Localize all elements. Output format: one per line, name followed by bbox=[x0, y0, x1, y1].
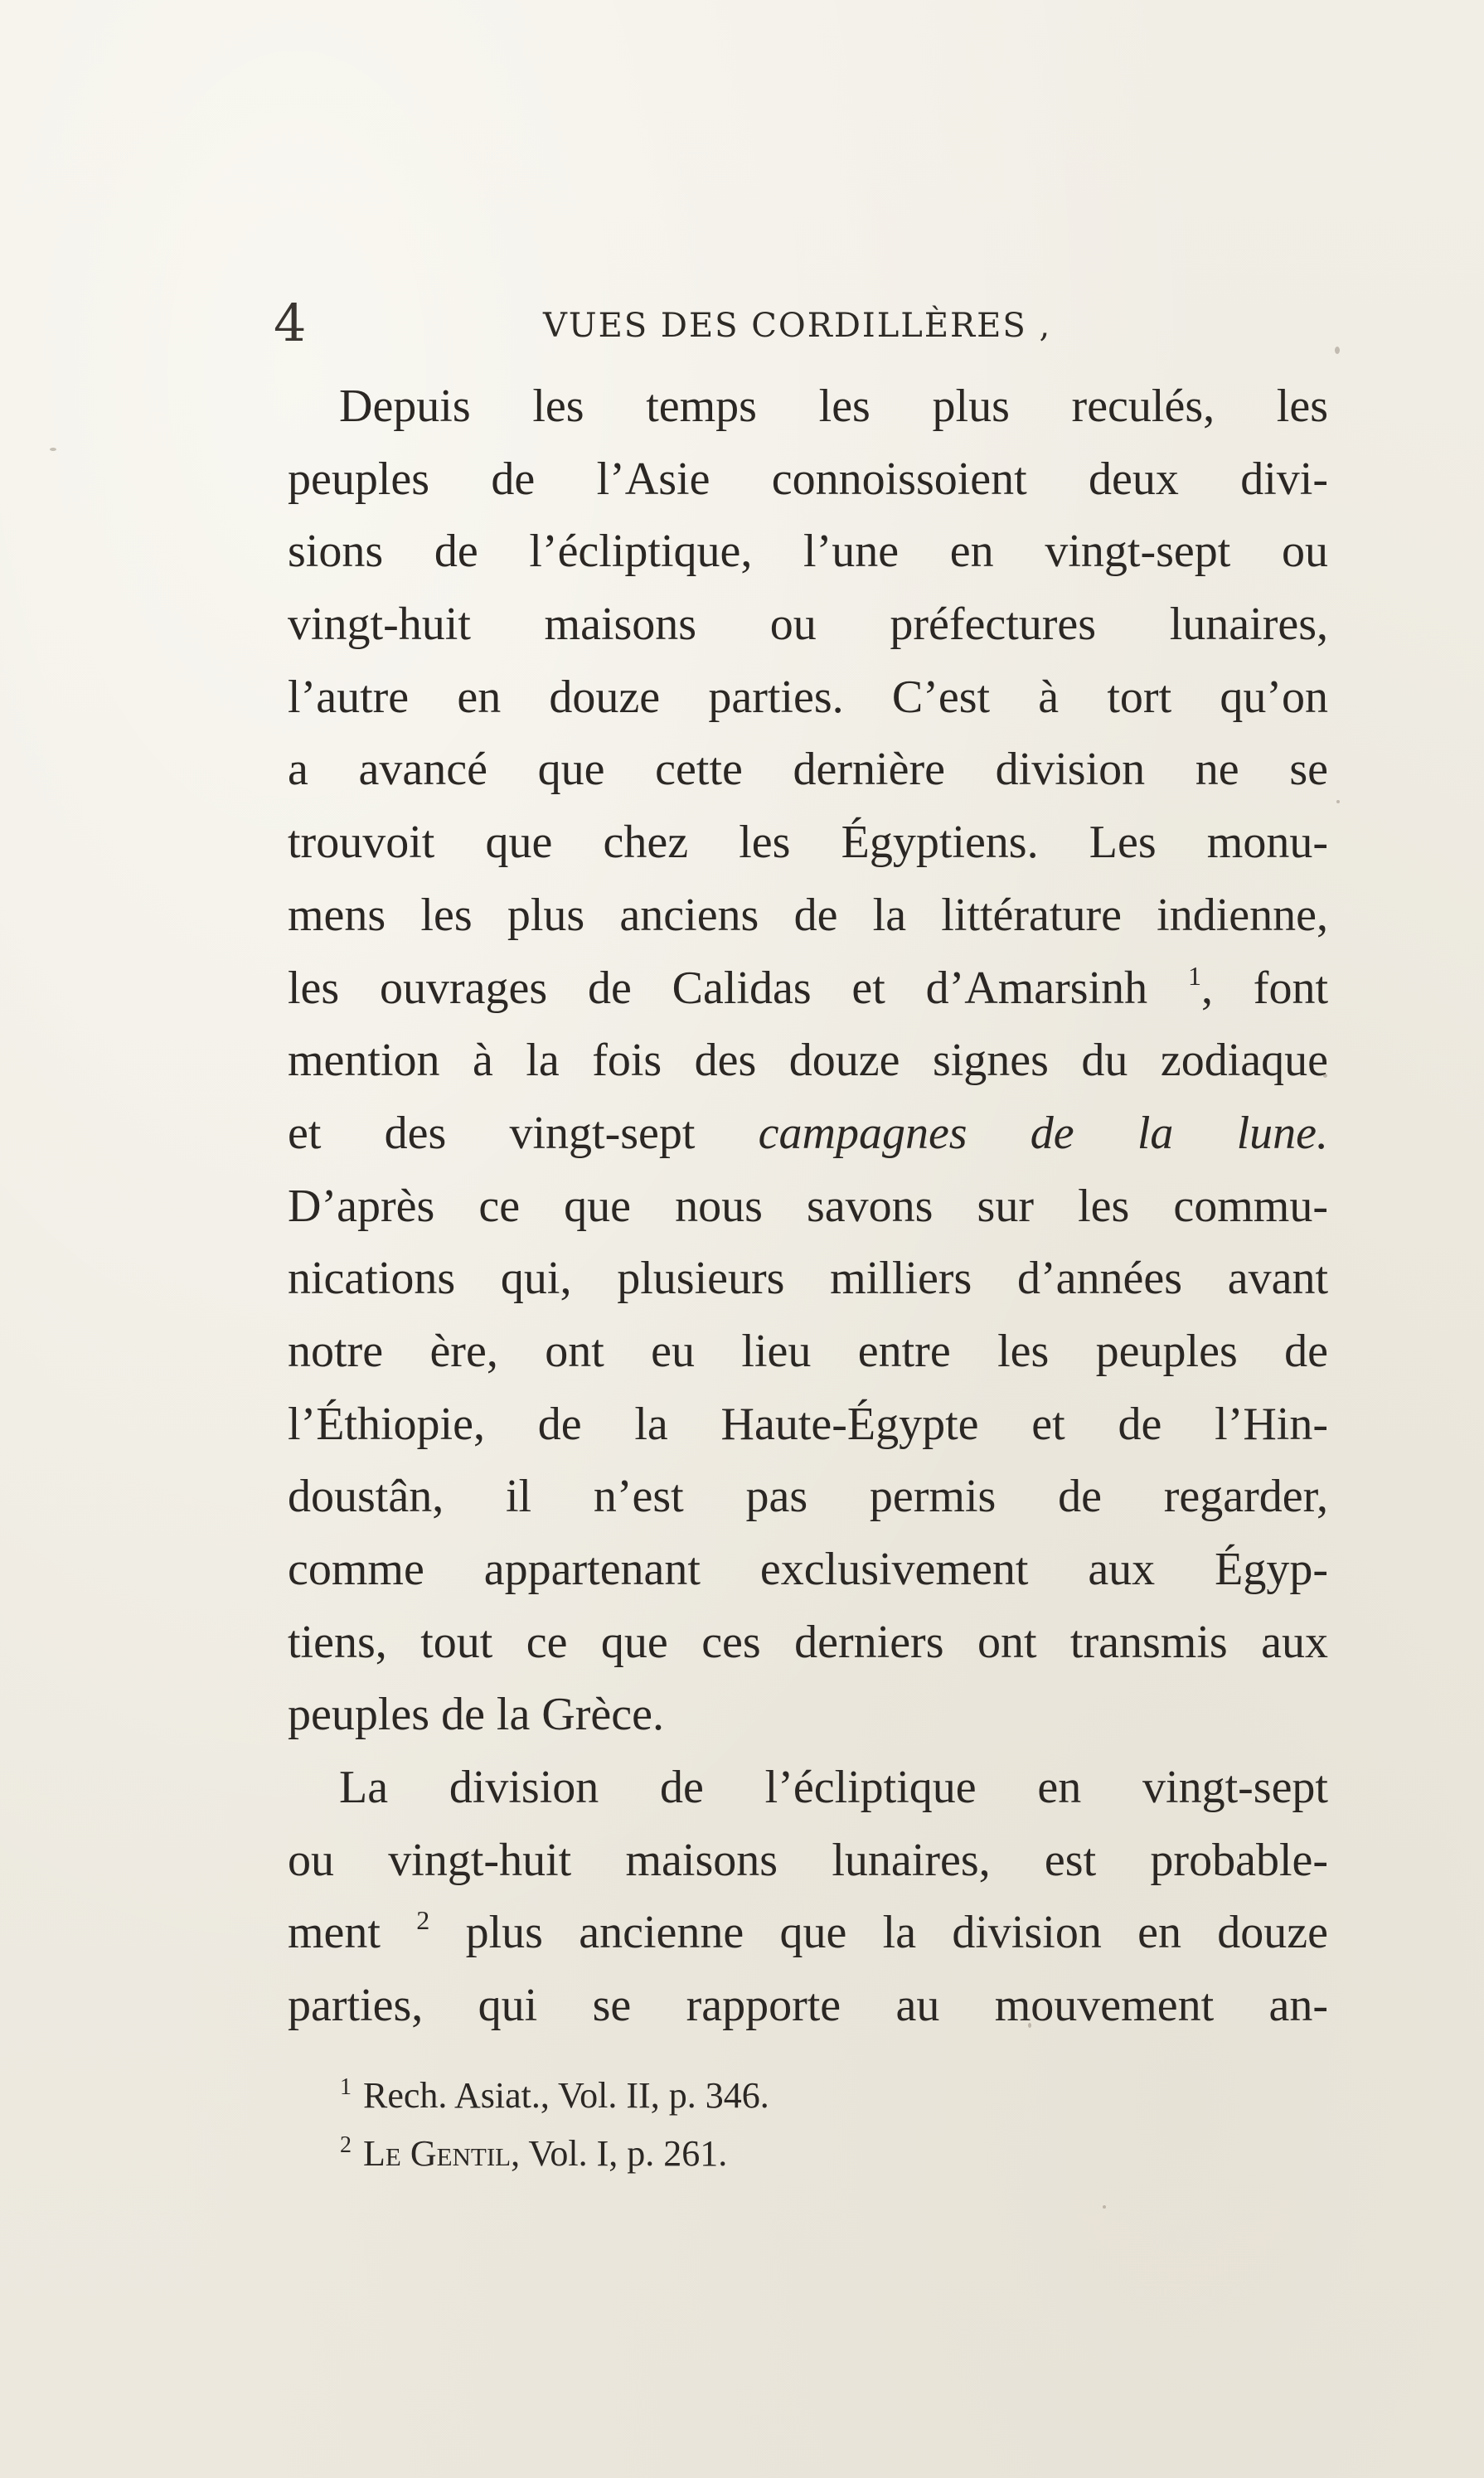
text-line bbox=[288, 1098, 1328, 1171]
text-line: mention à la fois des douze signes du zodiaque bbox=[288, 1035, 1328, 1087]
text-line: l’Éthiopie, de la Haute-Égypte et de l’Hin- bbox=[288, 1398, 1328, 1450]
footnote-text: , Vol. I, p. 261. bbox=[511, 2133, 728, 2174]
text-line: Depuis les temps les plus reculés, les bbox=[339, 381, 1328, 432]
text-line bbox=[288, 1897, 1328, 1970]
text-line: sions de l’écliptique, l’une en vingt-sept ou bbox=[288, 526, 1328, 578]
text-line bbox=[288, 953, 1328, 1026]
paper-speck bbox=[1323, 1074, 1327, 1078]
paper-speck bbox=[1335, 347, 1340, 354]
text-line: ou vingt-huit maisons lunaires, est probable- bbox=[288, 1834, 1328, 1886]
text-segment: et des vingt-sept bbox=[288, 1107, 696, 1159]
text-line: trouvoit que chez les Égyptiens. Les monu- bbox=[288, 817, 1328, 869]
footnote-reference: 2 bbox=[416, 1905, 430, 1936]
italic-phrase: campagnes de la lune. bbox=[758, 1107, 1328, 1159]
footnote-mark: 1 bbox=[340, 2074, 352, 2100]
text-line: doustân, il n’est pas permis de regarder, bbox=[288, 1471, 1328, 1523]
text-line: La division de l’écliptique en vingt-sept bbox=[339, 1762, 1328, 1814]
text-line: a avancé que cette dernière division ne se bbox=[288, 744, 1328, 796]
footnote bbox=[340, 2125, 1252, 2183]
page-header bbox=[274, 294, 1335, 352]
text-line: nications qui, plusieurs milliers d’années avant bbox=[288, 1253, 1328, 1305]
text-segment: , font bbox=[1200, 962, 1329, 1014]
paper-speck bbox=[1028, 2023, 1031, 2028]
running-head: VUES DES CORDILLÈRES , bbox=[543, 307, 1052, 345]
text-line: l’autre en douze parties. C’est à tort qu’on bbox=[288, 671, 1328, 723]
text-line: peuples de la Grèce. bbox=[288, 1689, 664, 1741]
footnote-author: Le Gentil bbox=[363, 2133, 512, 2174]
paper-speck bbox=[50, 448, 56, 451]
footnote-text: Rech. Asiat., Vol. II, p. 346. bbox=[363, 2075, 769, 2116]
body-text bbox=[288, 371, 1328, 2043]
footnotes bbox=[340, 2067, 1252, 2183]
text-segment: ment bbox=[288, 1907, 381, 1959]
footnote-reference: 1 bbox=[1187, 960, 1201, 991]
text-segment: plus ancienne que la division en douze bbox=[465, 1907, 1328, 1959]
text-line: peuples de l’Asie connoissoient deux divi- bbox=[288, 453, 1328, 505]
text-line: comme appartenant exclusivement aux Égyp- bbox=[288, 1544, 1328, 1595]
paper-speck bbox=[1103, 2205, 1106, 2209]
footnote-mark: 2 bbox=[340, 2132, 352, 2158]
text-line: vingt-huit maisons ou préfectures lunaires, bbox=[288, 599, 1328, 651]
text-line: notre ère, ont eu lieu entre les peuples de bbox=[288, 1325, 1328, 1377]
page-number: 4 bbox=[274, 293, 307, 353]
text-line: mens les plus anciens de la littérature indienne, bbox=[288, 889, 1328, 941]
text-line: tiens, tout ce que ces derniers ont transmis aux bbox=[288, 1616, 1328, 1668]
text-segment: les ouvrages de Calidas et d’Amarsinh bbox=[288, 962, 1148, 1014]
footnote bbox=[340, 2067, 1252, 2125]
text-line: parties, qui se rapporte au mouvement an- bbox=[288, 1980, 1328, 2032]
text-line: D’après ce que nous savons sur les commu- bbox=[288, 1180, 1328, 1232]
paper-speck bbox=[1336, 800, 1340, 803]
